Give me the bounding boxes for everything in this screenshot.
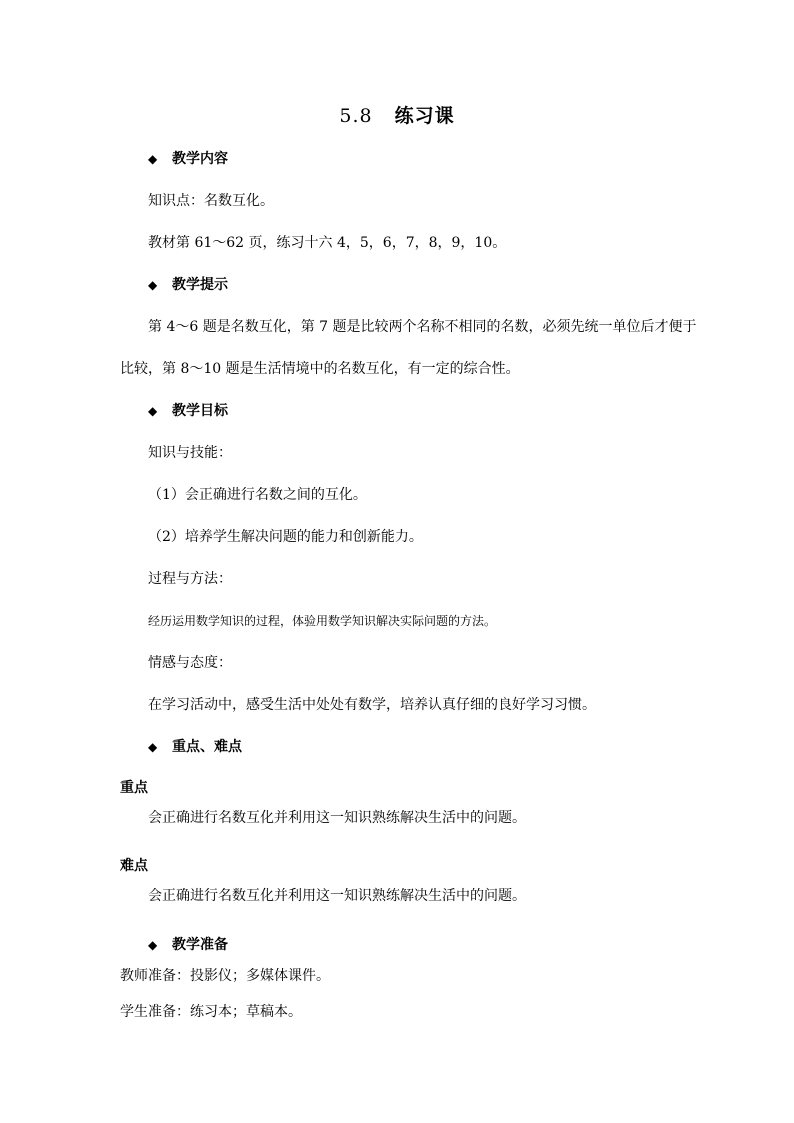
lesson-title: 练习课 — [394, 105, 455, 127]
goal-process-label: 过程与方法： — [148, 571, 232, 587]
key-point-text: 会正确进行名数互化并利用这一知识熟练解决生活中的问题。 — [148, 810, 526, 826]
prep-student: 学生准备：练习本；草稿本。 — [120, 1004, 302, 1020]
goal-process-text: 经历运用数学知识的过程，体验用数学知识解决实际问题的方法。 — [148, 614, 497, 628]
goal-knowledge-item-2: （2）培养学生解决问题的能力和创新能力。 — [148, 529, 423, 545]
heading-text: 教学提示 — [172, 277, 228, 293]
prep-teacher: 教师准备：投影仪；多媒体课件。 — [120, 968, 330, 984]
diamond-bullet-icon: ◆ — [148, 938, 158, 952]
key-point-label: 重点 — [120, 780, 148, 796]
diamond-bullet-icon: ◆ — [148, 740, 158, 754]
hint-line-2: 比较，第 8～10 题是生活情境中的名数互化，有一定的综合性。 — [120, 361, 520, 377]
heading-text: 教学目标 — [172, 403, 228, 419]
content-line-knowledge: 知识点：名数互化。 — [148, 193, 274, 209]
heading-teaching-goals — [148, 401, 228, 421]
goal-emotion-label: 情感与态度： — [148, 655, 232, 671]
goal-knowledge-item-1: （1）会正确进行名数之间的互化。 — [148, 487, 367, 503]
diamond-bullet-icon: ◆ — [148, 278, 158, 292]
diamond-bullet-icon: ◆ — [148, 152, 158, 166]
heading-text: 教学内容 — [172, 151, 228, 167]
page-title — [0, 104, 794, 128]
heading-teaching-content — [148, 149, 228, 169]
heading-text: 教学准备 — [172, 937, 228, 953]
lesson-number: 5.8 — [339, 105, 373, 127]
content-line-textbook: 教材第 61～62 页，练习十六 4，5，6，7，8，9，10。 — [148, 235, 507, 251]
difficulty-label: 难点 — [120, 858, 148, 874]
heading-key-difficult — [148, 737, 242, 757]
heading-teaching-hints — [148, 275, 228, 295]
hint-line-1: 第 4～6 题是名数互化，第 7 题是比较两个名称不相同的名数，必须先统一单位后才便于 — [148, 319, 697, 335]
diamond-bullet-icon: ◆ — [148, 404, 158, 418]
heading-text: 重点、难点 — [172, 739, 242, 755]
difficulty-text: 会正确进行名数互化并利用这一知识熟练解决生活中的问题。 — [148, 888, 526, 904]
goal-knowledge-label: 知识与技能： — [148, 445, 232, 461]
goal-emotion-text: 在学习活动中，感受生活中处处有数学，培养认真仔细的良好学习习惯。 — [148, 697, 596, 713]
heading-teaching-preparation — [148, 935, 228, 955]
